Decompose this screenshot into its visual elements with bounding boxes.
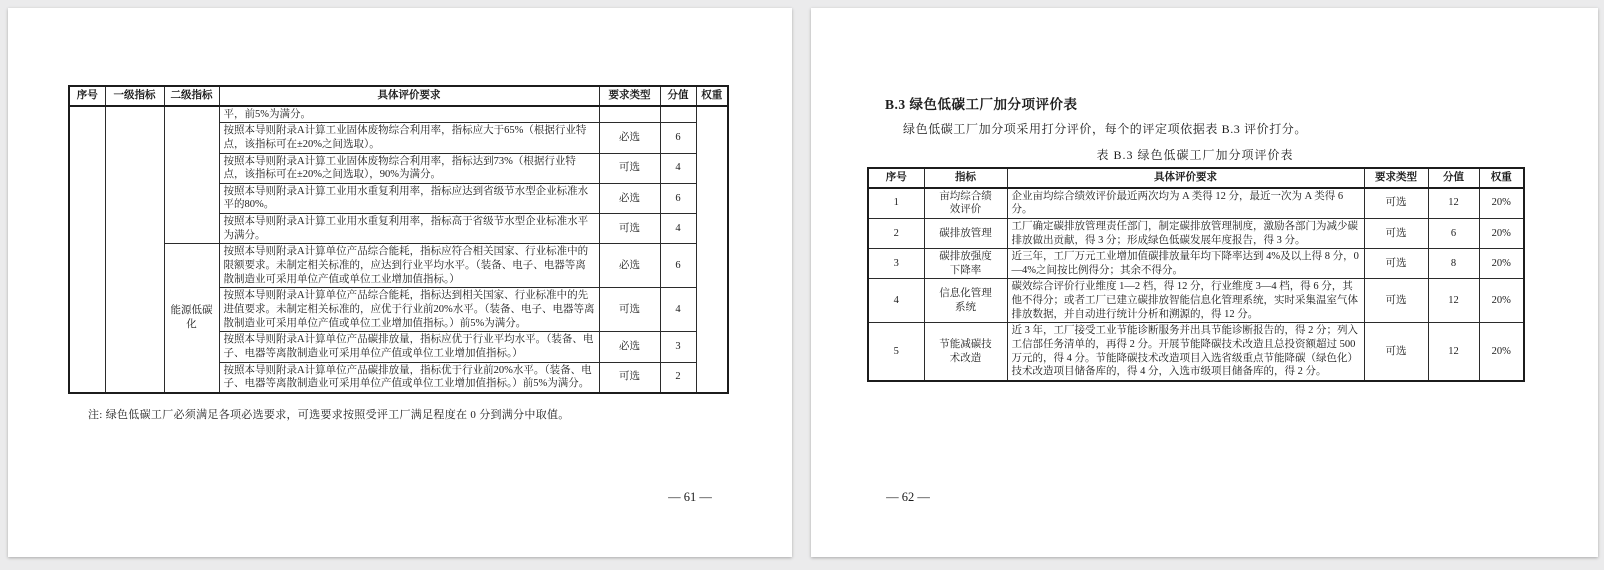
cell-type: 可选: [1364, 188, 1428, 219]
cell-requirement: 按照本导则附录A计算单位产品综合能耗，指标达到相关国家、行业标准中的先进值要求。未制定相关标准的，应优于行业前20%水平。（装备、电子、电器等离散制造业可采用单位产值或单位工业增加值指标。）前5%为满分。: [219, 288, 599, 332]
cell-weight: 20%: [1479, 323, 1524, 381]
cell-requirement: 按照本导则附录A计算单位产品碳排放量，指标优于行业前20%水平。（装备、电子、电器等离散制造业可采用单位产值或单位工业增加值指标。）前5%为满分。: [219, 362, 599, 393]
cell-no: 3: [868, 249, 924, 279]
column-header-requirement: 具体评价要求: [1007, 168, 1364, 188]
column-header-indicator: 指标: [924, 168, 1007, 188]
section-paragraph: 绿色低碳工厂加分项采用打分评价，每个的评定项依据表 B.3 评价打分。: [903, 122, 1308, 136]
table-header-row: [69, 86, 728, 106]
cell-no-empty: [69, 106, 105, 393]
cell-requirement: 碳效综合评价行业维度 1—2 档，得 12 分，行业维度 3—4 档，得 6 分，其他不得分；或者工厂已建立碳排放智能信息化管理系统，实时采集温室气体排放数据，并自动进行统计分析和溯源的，得 12 分。: [1007, 279, 1364, 323]
cell-score: 3: [660, 332, 696, 362]
cell-type: 可选: [599, 362, 660, 393]
cell-level2-energy: 能源低碳化: [164, 244, 219, 393]
cell-score: 2: [660, 362, 696, 393]
cell-indicator: 信息化管理系统: [924, 279, 1007, 323]
page-number-61: — 61 —: [668, 490, 712, 504]
table-row: [868, 279, 1524, 323]
left-evaluation-table: [68, 85, 729, 394]
cell-level1-empty: [105, 106, 164, 393]
cell-type: 可选: [599, 153, 660, 183]
cell-score: 6: [1428, 218, 1479, 248]
cell-weight: 20%: [1479, 188, 1524, 219]
cell-type: 可选: [599, 214, 660, 244]
cell-type: [599, 106, 660, 123]
cell-score: 4: [660, 288, 696, 332]
cell-score: 4: [660, 153, 696, 183]
cell-type: 必选: [599, 244, 660, 288]
cell-requirement: 按照本导则附录A计算单位产品综合能耗，指标应符合相关国家、行业标准中的限额要求。未制定相关标准的，应达到行业平均水平。（装备、电子、电器等离散制造业可采用单位产值或单位工业增加值指标。）: [219, 244, 599, 288]
cell-requirement: 按照本导则附录A计算工业用水重复利用率，指标高于省级节水型企业标准水平为满分。: [219, 214, 599, 244]
table-row: [868, 188, 1524, 219]
cell-type: 可选: [1364, 279, 1428, 323]
column-header-level2: 二级指标: [164, 86, 219, 106]
cell-score: 6: [660, 183, 696, 213]
cell-requirement: 按照本导则附录A计算单位产品碳排放量，指标应优于行业平均水平。（装备、电子、电器等离散制造业可采用单位产值或单位工业增加值指标。）: [219, 332, 599, 362]
table-note: 注: 绿色低碳工厂必须满足各项必选要求，可选要求按照受评工厂满足程度在 0 分到满分中取值。: [88, 409, 570, 421]
cell-requirement: 近 3 年，工厂接受工业节能诊断服务并出具节能诊断报告的，得 2 分；列入工信部任务清单的，再得 2 分。开展节能降碳技术改造且总投资额超过 500 万元的，得 4 分。节能降碳技术改造项目入选省级重点节能降碳（绿色化）技术改造项目储备库的，得 4 分，入选市级项目储备库的，得 2 分。: [1007, 323, 1364, 381]
table-row: [69, 244, 728, 288]
page-61: [8, 8, 792, 557]
column-header-type: 要求类型: [1364, 168, 1428, 188]
cell-requirement: 按照本导则附录A计算工业固体废物综合利用率，指标应大于65%（根据行业特点，该指标可在±20%之间选取）。: [219, 123, 599, 153]
cell-requirement: 企业亩均综合绩效评价最近两次均为 A 类得 12 分，最近一次为 A 类得 6 分。: [1007, 188, 1364, 219]
cell-weight: 20%: [1479, 279, 1524, 323]
cell-requirement: 按照本导则附录A计算工业固体废物综合利用率，指标达到73%（根据行业特点，该指标可在±20%之间选取），90%为满分。: [219, 153, 599, 183]
cell-indicator: 节能减碳技术改造: [924, 323, 1007, 381]
cell-indicator: 碳排放强度下降率: [924, 249, 1007, 279]
column-header-score: 分值: [660, 86, 696, 106]
table-row: [868, 218, 1524, 248]
cell-score: 6: [660, 123, 696, 153]
cell-score: 4: [660, 214, 696, 244]
cell-type: 可选: [1364, 249, 1428, 279]
cell-type: 必选: [599, 332, 660, 362]
column-header-level1: 一级指标: [105, 86, 164, 106]
column-header-score: 分值: [1428, 168, 1479, 188]
column-header-requirement: 具体评价要求: [219, 86, 599, 106]
table-row: [868, 249, 1524, 279]
cell-score: 12: [1428, 188, 1479, 219]
cell-weight: 20%: [1479, 249, 1524, 279]
cell-score: 6: [660, 244, 696, 288]
cell-type: 必选: [599, 123, 660, 153]
column-header-weight: 权重: [1479, 168, 1524, 188]
cell-weight-empty: [696, 106, 728, 393]
table-row: [69, 106, 728, 123]
bonus-evaluation-table: [867, 167, 1525, 382]
cell-no: 2: [868, 218, 924, 248]
table-row: [868, 323, 1524, 381]
page-number-62: — 62 —: [886, 490, 930, 504]
cell-score: 8: [1428, 249, 1479, 279]
table-header-row: [868, 168, 1524, 188]
cell-score: 12: [1428, 279, 1479, 323]
section-heading-b3: B.3 绿色低碳工厂加分项评价表: [885, 97, 1078, 112]
cell-type: 可选: [599, 288, 660, 332]
cell-weight: 20%: [1479, 218, 1524, 248]
cell-score: 12: [1428, 323, 1479, 381]
cell-level2-empty: [164, 106, 219, 244]
table-caption: 表 B.3 绿色低碳工厂加分项评价表: [1096, 148, 1294, 162]
cell-type: 必选: [599, 183, 660, 213]
column-header-type: 要求类型: [599, 86, 660, 106]
cell-requirement: 按照本导则附录A计算工业用水重复利用率，指标应达到省级节水型企业标准水平的80%。: [219, 183, 599, 213]
column-header-no: 序号: [868, 168, 924, 188]
cell-no: 4: [868, 279, 924, 323]
cell-no: 5: [868, 323, 924, 381]
column-header-no: 序号: [69, 86, 105, 106]
cell-type: 可选: [1364, 323, 1428, 381]
page-62: [811, 8, 1598, 557]
cell-requirement: 近三年，工厂万元工业增加值碳排放量年均下降率达到 4%及以上得 8 分，0—4%之间按比例得分；其余不得分。: [1007, 249, 1364, 279]
cell-requirement: 工厂确定碳排放管理责任部门，制定碳排放管理制度，激励各部门为减少碳排放做出贡献，得 3 分；形成绿色低碳发展年度报告，得 3 分。: [1007, 218, 1364, 248]
cell-requirement: 平，前5%为满分。: [219, 106, 599, 123]
cell-indicator: 亩均综合绩效评价: [924, 188, 1007, 219]
cell-type: 可选: [1364, 218, 1428, 248]
cell-no: 1: [868, 188, 924, 219]
cell-score: [660, 106, 696, 123]
cell-indicator: 碳排放管理: [924, 218, 1007, 248]
column-header-weight: 权重: [696, 86, 728, 106]
